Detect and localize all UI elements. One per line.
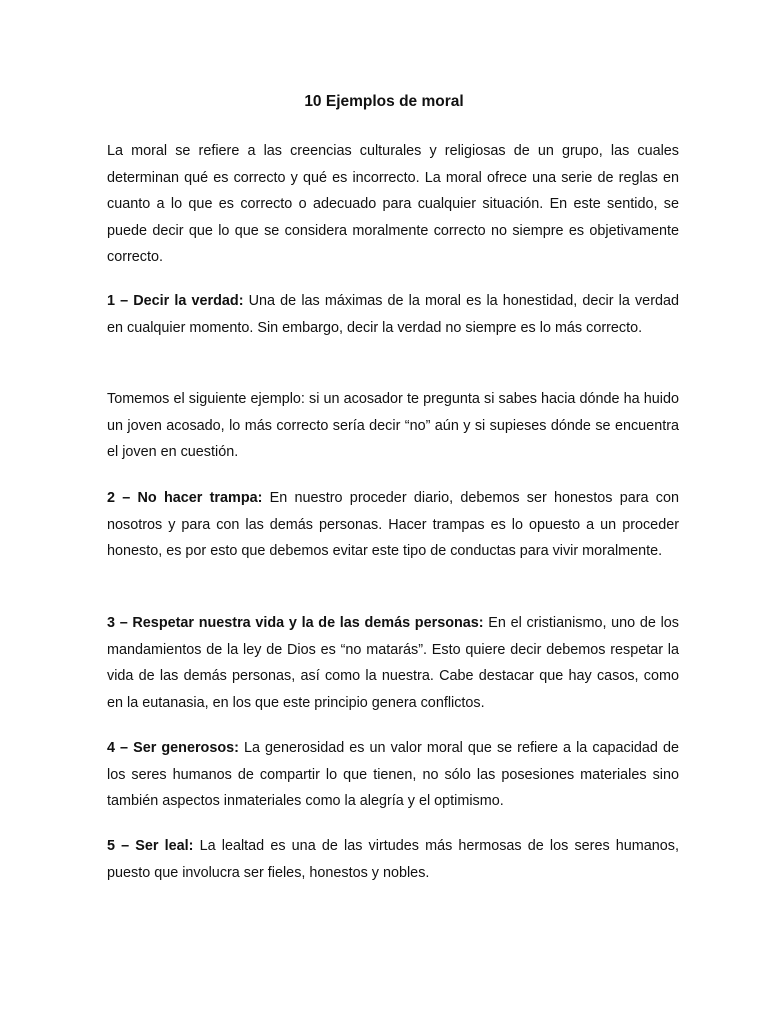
item-4-paragraph xyxy=(107,735,679,815)
item-1-text: Una de las máximas de la moral es la honestidad, decir la verdad en cualquier momento. Sin embargo, decir la verdad no siempre es lo más correcto. xyxy=(107,293,679,336)
item-4-heading: 4 – Ser generosos: xyxy=(107,740,239,756)
document-title: 10 Ejemplos de moral xyxy=(304,93,464,110)
item-5-paragraph xyxy=(107,833,679,886)
item-5-heading: 5 – Ser leal: xyxy=(107,838,194,854)
item-5-text: La lealtad es una de las virtudes más hermosas de los seres humanos, puesto que involucra ser fieles, honestos y nobles. xyxy=(107,838,679,881)
intro-paragraph: La moral se refiere a las creencias culturales y religiosas de un grupo, las cuales determinan qué es correcto y qué es incorrecto. La moral ofrece una serie de reglas en cuanto a lo que es correcto o adecuado para cualquier situación. En este sentido, se puede decir que lo que se considera moralmente correcto no siempre es objetivamente correcto. xyxy=(107,143,679,265)
item-2-paragraph xyxy=(107,485,679,565)
item-4-text: La generosidad es un valor moral que se refiere a la capacidad de los seres humanos de compartir lo que tienen, no sólo las posesiones materiales sino también aspectos inmateriales como la alegría y el optimismo. xyxy=(107,740,679,809)
item-1-heading: 1 – Decir la verdad: xyxy=(107,293,244,309)
example-paragraph: Tomemos el siguiente ejemplo: si un acosador te pregunta si sabes hacia dónde ha huido un joven acosado, lo más correcto sería decir “no” aún y si supieses dónde se encuentra el joven en cuestión. xyxy=(107,391,679,460)
item-2-text: En nuestro proceder diario, debemos ser honestos para con nosotros y para con las demás personas. Hacer trampas es lo opuesto a un proceder honesto, es por esto que debemos evitar este tipo de conductas para vivir moralmente. xyxy=(107,490,679,559)
item-3-text: En el cristianismo, uno de los mandamientos de la ley de Dios es “no matarás”. Esto quiere decir debemos respetar la vida de las demás personas, así como la nuestra. Cabe destacar que hay casos, como en la eutanasia, en los que este principio genera conflictos. xyxy=(107,615,679,711)
item-2-heading: 2 – No hacer trampa: xyxy=(107,490,263,506)
item-1-paragraph xyxy=(107,288,679,341)
item-3-paragraph xyxy=(107,610,679,716)
item-3-heading: 3 – Respetar nuestra vida y la de las demás personas: xyxy=(107,615,484,631)
